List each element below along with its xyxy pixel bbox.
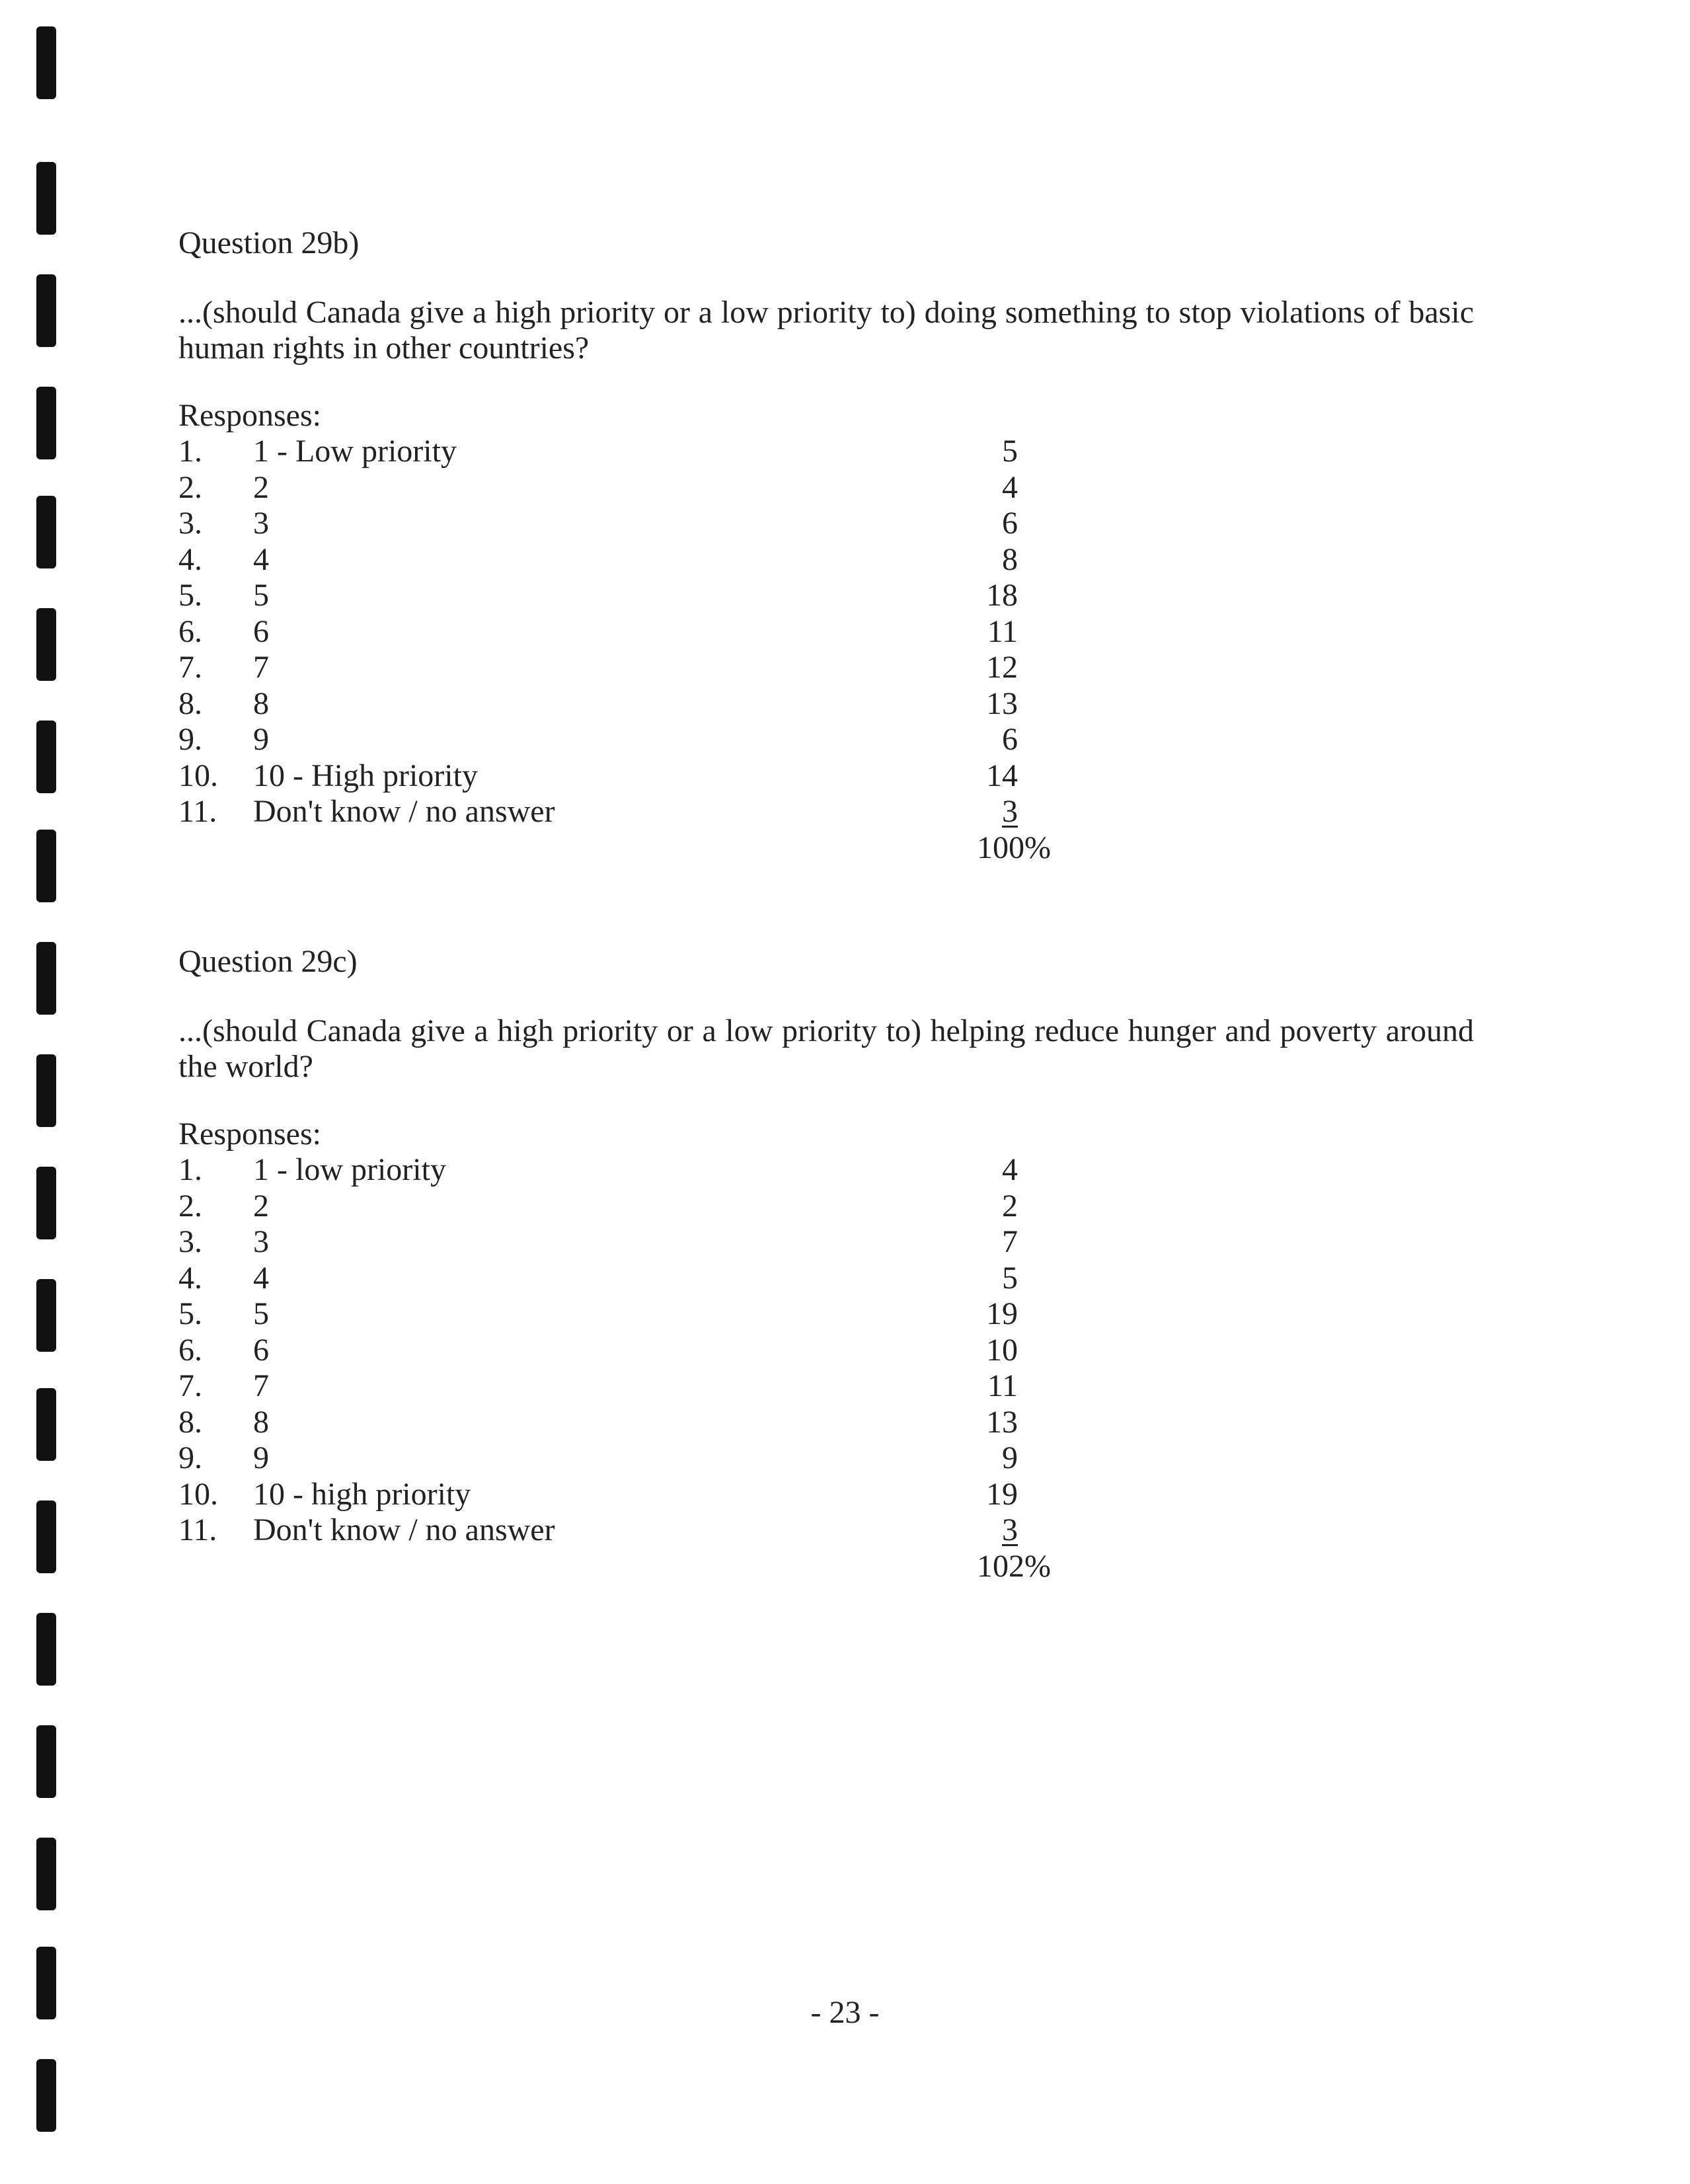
response-row — [178, 614, 1474, 650]
response-number: 2. — [178, 469, 202, 505]
response-row — [178, 1333, 1474, 1369]
response-label: 2 — [253, 469, 269, 505]
response-row — [178, 434, 1474, 470]
response-label: 7 — [253, 650, 269, 685]
response-percent: 5 — [1002, 434, 1018, 469]
response-percent: 5 — [1002, 1260, 1018, 1296]
page-number: - 23 - — [810, 1995, 880, 2030]
response-percent: 6 — [1002, 722, 1018, 757]
binding-mark — [36, 387, 56, 459]
binding-mark — [36, 1388, 56, 1461]
response-number: 9. — [178, 1440, 202, 1475]
response-label: 1 - Low priority — [253, 434, 457, 469]
response-row — [178, 758, 1474, 795]
binding-mark — [36, 1838, 56, 1910]
response-number: 6. — [178, 1332, 202, 1368]
response-percent: 2 — [1002, 1188, 1018, 1224]
response-row — [178, 1368, 1474, 1405]
response-number: 4. — [178, 1260, 202, 1296]
response-percent-underlined: 3 — [1002, 1512, 1018, 1547]
response-percent: 10 — [986, 1332, 1018, 1368]
response-percent: 7 — [1002, 1224, 1018, 1259]
response-row — [178, 794, 1474, 830]
response-number: 10. — [178, 758, 218, 793]
response-percent: 13 — [986, 1404, 1018, 1440]
response-label: 6 — [253, 1332, 269, 1368]
response-row — [178, 1189, 1474, 1225]
response-percent: 13 — [986, 685, 1018, 721]
response-label: 1 - low priority — [253, 1152, 446, 1187]
response-label: 4 — [253, 541, 269, 577]
binding-mark — [36, 496, 56, 568]
response-label: 9 — [253, 722, 269, 757]
response-row — [178, 1261, 1474, 1297]
response-percent: 14 — [986, 758, 1018, 793]
response-number: 7. — [178, 650, 202, 685]
response-label: Don't know / no answer — [253, 794, 555, 829]
response-label: 10 - high priority — [253, 1476, 471, 1512]
binding-mark — [36, 1501, 56, 1573]
response-row — [178, 506, 1474, 542]
response-number: 8. — [178, 685, 202, 721]
response-percent: 12 — [986, 650, 1018, 685]
binding-mark — [36, 1167, 56, 1239]
response-label: 8 — [253, 685, 269, 721]
binding-mark — [36, 162, 56, 235]
response-percent: 6 — [1002, 506, 1018, 541]
responses-list — [178, 1152, 1474, 1549]
response-row — [178, 1477, 1474, 1513]
response-number: 5. — [178, 578, 202, 613]
response-label: 2 — [253, 1188, 269, 1224]
response-row — [178, 578, 1474, 614]
response-row — [178, 1224, 1474, 1261]
response-label: 3 — [253, 1224, 269, 1259]
response-number: 5. — [178, 1296, 202, 1331]
responses-heading: Responses: — [178, 1116, 321, 1151]
response-label: 5 — [253, 1296, 269, 1331]
question-text: ...(should Canada give a high priority or a low priority to) helping reduce hunger and poverty around the world? — [178, 1013, 1474, 1084]
response-label: 6 — [253, 613, 269, 649]
total-row — [178, 830, 1474, 866]
response-label: 8 — [253, 1404, 269, 1440]
response-percent: 9 — [1002, 1440, 1018, 1475]
binding-mark — [36, 942, 56, 1015]
response-number: 3. — [178, 506, 202, 541]
question-29c-section — [178, 942, 1474, 1584]
response-number: 7. — [178, 1368, 202, 1403]
binding-mark — [36, 721, 56, 793]
binding-mark — [36, 1725, 56, 1798]
response-label: 4 — [253, 1260, 269, 1296]
question-text: ...(should Canada give a high priority or a low priority to) doing something to stop violations of basic human rights in other countries? — [178, 295, 1474, 366]
response-percent: 8 — [1002, 541, 1018, 577]
response-percent: 4 — [1002, 1152, 1018, 1187]
response-label: 9 — [253, 1440, 269, 1475]
response-number: 4. — [178, 541, 202, 577]
binding-mark — [36, 2059, 56, 2132]
response-label: 7 — [253, 1368, 269, 1403]
response-percent — [773, 794, 1018, 830]
responses-heading: Responses: — [178, 398, 321, 433]
binding-mark — [36, 274, 56, 347]
response-percent: 11 — [987, 1368, 1018, 1403]
response-percent — [773, 1512, 1018, 1549]
response-row — [178, 542, 1474, 578]
response-number: 11. — [178, 1512, 217, 1547]
response-number: 9. — [178, 722, 202, 757]
response-row — [178, 1512, 1474, 1549]
response-label: 10 - High priority — [253, 758, 478, 793]
question-title: Question 29c) — [178, 944, 358, 979]
binding-mark — [36, 830, 56, 902]
response-number: 6. — [178, 613, 202, 649]
total-row — [178, 1549, 1474, 1584]
response-row — [178, 470, 1474, 506]
response-percent-underlined: 3 — [1002, 794, 1018, 829]
total-percent: 102% — [977, 1548, 1051, 1584]
responses-list — [178, 434, 1474, 830]
response-row — [178, 1152, 1474, 1189]
binding-mark — [36, 1613, 56, 1686]
response-number: 10. — [178, 1476, 218, 1512]
response-percent: 18 — [986, 578, 1018, 613]
binding-mark — [36, 26, 56, 99]
response-percent: 19 — [986, 1476, 1018, 1512]
response-label: 3 — [253, 506, 269, 541]
response-row — [178, 686, 1474, 722]
response-number: 2. — [178, 1188, 202, 1224]
response-label: 5 — [253, 578, 269, 613]
response-row — [178, 1440, 1474, 1477]
binding-mark — [36, 1054, 56, 1127]
response-number: 3. — [178, 1224, 202, 1259]
response-row — [178, 1296, 1474, 1333]
total-percent: 100% — [977, 830, 1051, 865]
response-number: 8. — [178, 1404, 202, 1440]
response-percent: 19 — [986, 1296, 1018, 1331]
binding-mark — [36, 1279, 56, 1352]
response-label: Don't know / no answer — [253, 1512, 555, 1547]
question-29b-section — [178, 223, 1474, 866]
response-percent: 4 — [1002, 469, 1018, 505]
binding-mark — [36, 608, 56, 681]
response-percent: 11 — [987, 613, 1018, 649]
response-row — [178, 650, 1474, 686]
response-number: 11. — [178, 794, 217, 829]
response-row — [178, 722, 1474, 758]
question-title: Question 29b) — [178, 225, 360, 260]
response-number: 1. — [178, 434, 202, 469]
response-number: 1. — [178, 1152, 202, 1187]
response-row — [178, 1405, 1474, 1441]
